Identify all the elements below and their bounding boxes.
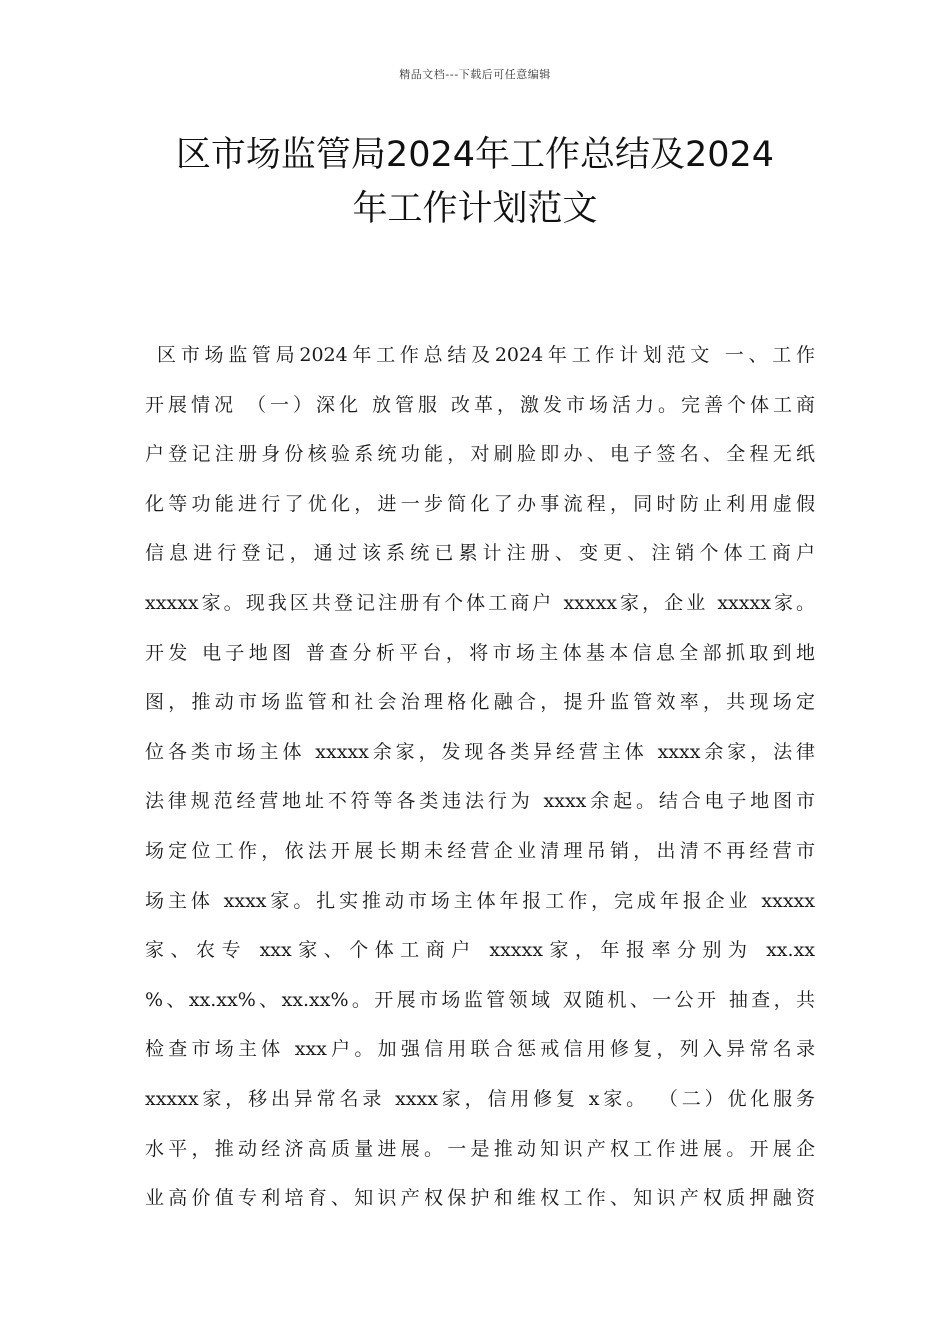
header-note: 精品文档---下载后可任意编辑 bbox=[399, 68, 551, 81]
body-line: 开展情况 （一）深化 放管服 改革，激发市场活力。完善个体工商 bbox=[145, 393, 815, 416]
body-line: 家、农专 xxx家、个体工商户 xxxxx家，年报率分别为 xx.xx bbox=[145, 939, 815, 962]
body-paragraph bbox=[145, 331, 815, 1224]
body-line: 场定位工作，依法开展长期未经营企业清理吊销，出清不再经营市 bbox=[145, 839, 815, 862]
body-line: 法律规范经营地址不符等各类违法行为 xxxx余起。结合电子地图市 bbox=[145, 790, 815, 813]
body-line: 业高价值专利培育、知识产权保护和维权工作、知识产权质押融资 bbox=[145, 1187, 815, 1210]
body-line: 信息进行登记，通过该系统已累计注册、变更、注销个体工商户 bbox=[145, 542, 815, 565]
document-title bbox=[95, 128, 855, 236]
body-line: xxxxx家，移出异常名录 xxxx家，信用修复 x家。 （二）优化服务 bbox=[145, 1087, 815, 1110]
title-line-2: 年工作计划范文 bbox=[352, 189, 598, 229]
body-line: 化等功能进行了优化，进一步简化了办事流程，同时防止利用虚假 bbox=[145, 492, 815, 515]
body-line: 区市场监管局2024年工作总结及2024年工作计划范文 一、工作 bbox=[157, 344, 815, 366]
body-line: 图，推动市场监管和社会治理格化融合，提升监管效率，共现场定 bbox=[145, 691, 815, 714]
body-line: 水平，推动经济高质量进展。一是推动知识产权工作进展。开展企 bbox=[145, 1137, 815, 1160]
body-line: xxxxx家。现我区共登记注册有个体工商户 xxxxx家，企业 xxxxx家。 bbox=[145, 591, 815, 614]
body-line: 开发 电子地图 普查分析平台，将市场主体基本信息全部抓取到地 bbox=[145, 641, 815, 664]
title-line-1: 区市场监管局2024年工作总结及2024 bbox=[175, 135, 775, 175]
body-line: 场主体 xxxx家。扎实推动市场主体年报工作，完成年报企业 xxxxx bbox=[145, 889, 815, 912]
body-line: 户登记注册身份核验系统功能，对刷脸即办、电子签名、全程无纸 bbox=[145, 443, 815, 466]
body-line: 检查市场主体 xxx户。加强信用联合惩戒信用修复，列入异常名录 bbox=[145, 1038, 815, 1061]
body-line: %、xx.xx%、xx.xx%。开展市场监管领域 双随机、一公开 抽查，共 bbox=[145, 988, 815, 1011]
body-line: 位各类市场主体 xxxxx余家，发现各类异经营主体 xxxx余家，法律 bbox=[145, 740, 815, 763]
